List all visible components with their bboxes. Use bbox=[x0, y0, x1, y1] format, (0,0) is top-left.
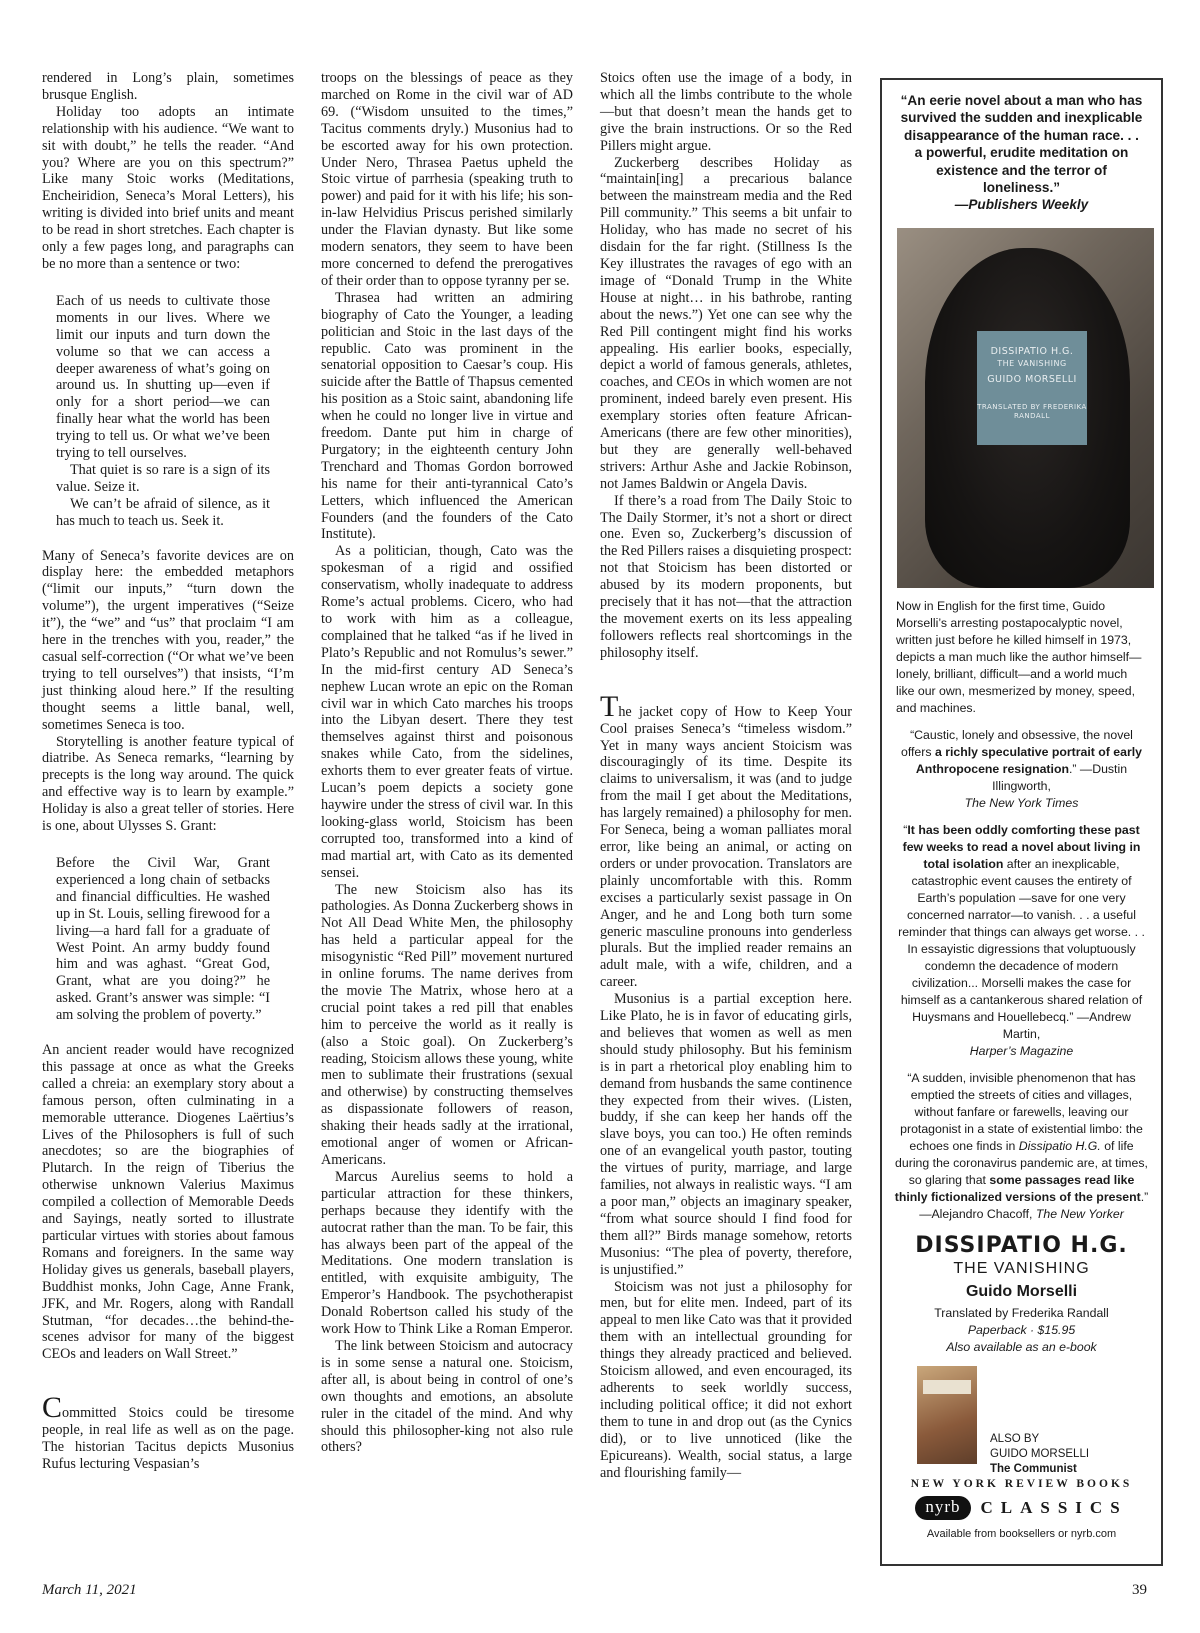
review-text: of life during the coronavirus pandemic are, at times, so glaring that bbox=[895, 1138, 1148, 1187]
publisher-name: NEW YORK REVIEW BOOKS bbox=[910, 1477, 1133, 1490]
paragraph: Holiday too adopts an intimate relationship with his audience. “We want to sit with doubt,” he tells the reader. “And you? Where are you on this spectrum?” Like many Stoic works (Meditations, Encheiridion, Seneca’s Moral Letters), his writing is divided into brief units and meant to be read in short stretches. Each chapter is only a few pages long, and paragraphs can be no more than a sentence or two: bbox=[42, 103, 294, 272]
article-column-3 bbox=[600, 70, 852, 1481]
cover-translator: TRANSLATED BY FREDERIKA RANDALL bbox=[977, 402, 1087, 420]
quote-paragraph: Each of us needs to cultivate those moments in our lives. Where we limit our inputs and turn down the volume so that we can access a deeper awareness of what’s going on around us. In shutting up—even if only for a short period—we can finally hear what the world has been trying to tell us. Or what we’ve been trying to tell ourselves. bbox=[56, 292, 270, 462]
ad-book-title: DISSIPATIO H.G. bbox=[915, 1232, 1128, 1258]
cover-title: DISSIPATIO H.G. bbox=[990, 345, 1074, 357]
ad-book-author: Guido Morselli bbox=[965, 1282, 1078, 1300]
paragraph: troops on the blessings of peace as they marched on Rome in the civil war of AD 69. (“Wisdom unsuited to the times,” Tacitus comments dryly.) Musonius had to be escorted away for his own protection. Under Nero, Thrasea Paetus upheld the Stoic virtue of parrhesia (speaking truth to power) and paid for it with his life; his son-in-law Helvidius Priscus perished similarly under the Flavian dynasty. But like some modern senators, they seem to have been more concerned to defend the prerogatives of their order than to oppose tyranny per se. bbox=[321, 70, 573, 289]
cover-label bbox=[977, 331, 1087, 445]
review-highlight: a richly speculative portrait of early Anthropocene resignation bbox=[915, 744, 1143, 776]
review-highlight: some passages read like thinly fictionalized versions of the present bbox=[894, 1172, 1141, 1204]
article-column-1 bbox=[42, 70, 294, 1473]
ad-review-2 bbox=[894, 822, 1149, 1060]
ad-translator: Translated by Frederika Randall bbox=[934, 1305, 1109, 1320]
paragraph: The new Stoicism also has its pathologies. As Donna Zuckerberg shows in Not All Dead White Men, the philosophy has held a particular appeal for the misogynistic “Red Pill” movement nurtured in online forums. The name derives from the movie The Matrix, whose hero at a crucial point takes a red pill that enables him to perceive the world as it really is (also a Stoic goal). On Zuckerberg’s reading, Stoicism allows these young, white men to sublimate their frustrations (sexual and otherwise) by constructing themselves as dispassionate followers of reason, shaking their heads sadly at the irrational, emotional anger of women or African-Americans. bbox=[321, 881, 573, 1168]
paragraph: Thrasea had written an admiring biography of Cato the Younger, a leading politician and Stoic in the last days of the republic. Cato was prominent in the senatorial opposition to Caesar’s coup. His suicide after the Battle of Thapsus cemented his position as a Stoic saint, abandoning life when he could no longer live in virtue and freedom. Dante put him in charge of Purgatory; in the eighteenth century John Trenchard and Thomas Gordon borrowed his name for their anti-tyrannical Cato’s Letters, which influenced the American Founders (and the founders of the Cato Institute). bbox=[321, 289, 573, 543]
block-quote bbox=[56, 855, 270, 1024]
ad-book-subtitle: THE VANISHING bbox=[953, 1259, 1090, 1277]
paragraph: Stoicism was not just a philosophy for men, but for elite men. Indeed, part of its appeal to men like Cato was that it provided them with an intellectual grounding for things they already practiced and believed. Stoicism allowed, and even encouraged, its adherents to seek worldly success, including political office; it did not exhort them to tune in and drop out (as the Cynics did), or to live unnoticed (like the Epicureans). Wealth, social status, a large and flourishing family— bbox=[600, 1278, 852, 1481]
ad-review-3 bbox=[894, 1070, 1149, 1223]
paragraph: Many of Seneca’s favorite devices are on display here: the embedded metaphors (“limit our inputs,” “turn down the volume”), the urgent imperatives (“Seize it”), the “we” and “us” that proclaim “I am here in the trenches with you, reader,” the casual self-correction (“Or what we’ve been trying to tell ourselves”) that insists, “I’m just thinking aloud here.” If the resulting thought seems a little banal, well, sometimes Seneca is too. bbox=[42, 547, 294, 733]
paragraph: Zuckerberg describes Holiday as “maintain[ing] a precarious balance between the mainstream media and the Red Pill community.” This seems a bit unfair to Holiday, who has made no secret of his disdain for the far right. (Stillness Is the Key illustrates the ravages of ego with an image of “Donald Trump in the White House at night… in his bathrobe, ranting about the news.”) Yet one can see why the Red Pill contingent might find his works appealing. His earlier books, especially, depict a world of famous generals, athletes, coaches, and CEOs in which women are not prominent, indeed barely even present. His exemplary stories often feature African-Americans (there are few other minorities), but they are generally well-behaved strivers: Arthur Ashe and Jackie Robinson, not James Baldwin or Angela Davis. bbox=[600, 154, 852, 492]
paragraph: Stoics often use the image of a body, in which all the limbs contribute to the whole—but that doesn’t mean the hands get to give the brain instructions. Or so the Red Pillers might argue. bbox=[600, 70, 852, 154]
ad-review-1 bbox=[894, 727, 1149, 812]
paragraph: Musonius is a partial exception here. Like Plato, he is in favor of educating girls, and believes that women as well as men should study philosophy. But his feminism is in part a rhetorical ploy enabling him to demand from husbands the same continence they expected from their wives. (Listen, buddy, if she can keep her hands off the slave boys, you can too.) He often reminds one of an evangelical youth pastor, touting the virtues of purity, marriage, and large families, not always in realistic ways. “I am a poor man,” objects an imaginary speaker, “from what source should I find food for them all?” Birds manage somehow, retorts Musonius: “The plea of poverty, therefore, is unjustified.” bbox=[600, 991, 852, 1278]
ad-description: Now in English for the first time, Guido Morselli’s arresting postapocalyptic novel, written just before he killed himself in 1973, depicts a man much like the author himself—lonely, brilliant, difficult—and a world much like our own, mesmerized by money, speed, and machines. bbox=[896, 598, 1142, 715]
ebook-text: Also available as an e-book bbox=[946, 1339, 1097, 1354]
review-source: The New York Times bbox=[964, 795, 1079, 810]
also-author: GUIDO MORSELLI bbox=[990, 1447, 1090, 1460]
book-cover-image bbox=[897, 228, 1154, 588]
paragraph: Storytelling is another feature typical of diatribe. As Seneca remarks, “learning by precepts is the long way around. The quick and effective way is to learn by example.” Holiday is also a great teller of stories. Here is one, about Ulysses S. Grant: bbox=[42, 733, 294, 835]
paragraph: An ancient reader would have recognized this passage at once as what the Greeks called a chreia: an exemplary story about a famous person, often culminating in a memorable utterance. Diogenes Laërtius’s Lives of the Philosophers is full of such anecdotes; so are the biographies of Plutarch. In the reign of Tiberius the otherwise unknown Valerius Maximus compiled a collection of Memorable Deeds and Sayings, neatly sorted to illustrate particular virtues with stories about famous Romans and foreigners. In the same way Holiday gives us generals, baseball players, Buddhist monks, John Cage, Anne Frank, JFK, and Mr. Rogers, along with Randall Stutman, “for decades…the behind-the-scenes advisor for many of the biggest CEOs and leaders on Wall Street.” bbox=[42, 1042, 294, 1363]
review-title: Dissipatio H.G. bbox=[1018, 1138, 1101, 1153]
also-title: The Communist bbox=[990, 1462, 1077, 1475]
paragraph: rendered in Long’s plain, sometimes brusque English. bbox=[42, 70, 294, 103]
ad-ebook-note bbox=[882, 1339, 1161, 1356]
review-source: The New Yorker bbox=[1035, 1206, 1124, 1221]
also-book-cover bbox=[917, 1366, 977, 1464]
paragraph-text: ommitted Stoics could be tiresome people, in real life as well as on the page. The historian Tacitus depicts Musonius Rufus lecturing Vespasian’s bbox=[42, 1405, 294, 1472]
nyrb-logo: nyrb bbox=[915, 1496, 970, 1520]
cover-subtitle: THE VANISHING bbox=[997, 358, 1067, 368]
quote-paragraph: Before the Civil War, Grant experienced a long chain of setbacks and financial difficulties. He washed up in St. Louis, selling firewood for a living—a hard fall for a graduate of West Point. An army buddy found him and was aghast. “Great God, Grant, what are you doing?” he asked. Grant’s answer was simple: “I am solving the problem of poverty.” bbox=[56, 854, 270, 1024]
quote-paragraph: We can’t be afraid of silence, as it has much to teach us. Seek it. bbox=[56, 495, 270, 529]
publisher-logo-row bbox=[882, 1496, 1161, 1520]
review-highlight: It has been oddly comforting these past few weeks to read a novel about living in total isolation bbox=[902, 822, 1141, 871]
section-paragraph bbox=[42, 1391, 294, 1473]
review-text: “ bbox=[903, 822, 908, 837]
review-text: after an inexplicable, catastrophic event causes the entirety of Earth’s population —save for one very concerned narrator—to vanish. . . a useful reminder that things can always get worse. . . In essayistic digressions that voluptuously condemn the decadence of modern civilization... Morselli makes the case for himself as a cantankerous shared relation of Huysmans and Houellebecq.” —Andrew Martin, bbox=[898, 856, 1145, 1041]
review-text: .” —Alejandro Chacoff, bbox=[919, 1189, 1149, 1221]
also-by-text bbox=[990, 1432, 1089, 1477]
ad-pull-quote bbox=[900, 92, 1143, 214]
also-label: ALSO BY bbox=[990, 1432, 1040, 1445]
paragraph: If there’s a road from The Daily Stoic to The Daily Stormer, it’s not a short or direct one. Even so, Zuckerberg’s discussion of the Red Pillers raises a disquieting prospect: not that Stoicism has been distorted or abused by its modern proponents, but precisely that it has not—that the attraction the movement exerts on its less appealing followers reflects real shortcomings in the philosophy itself. bbox=[600, 492, 852, 661]
paragraph: Marcus Aurelius seems to hold a particular attraction for these thinkers, perhaps because they identify with the autocrat rather than the man. To be fair, this has always been part of the appeal of the Meditations. One modern translation is entitled, with exquisite ambiguity, The Emperor’s Handbook. The psychotherapist Donald Robertson called his study of the work How to Think Like a Roman Emperor. bbox=[321, 1168, 573, 1338]
issue-date: March 11, 2021 bbox=[42, 1582, 137, 1598]
paragraph: As a politician, though, Cato was the spokesman of a rigid and ossified conservatism, wholly inadequate to address Rome’s actual problems. Cicero, who had to work with him as a colleague, complained that he talked “as if he lived in Plato’s Republic and not Romulus’s sewer.” In the mid-first century AD Seneca’s nephew Lucan wrote an epic on the Roman civil war in which Cato marches his troops into the Libyan desert. There they test themselves against thirst and poisonous snakes while Cato, from the sidelines, exhorts them to ever greater feats of virtue. Lucan’s poem depicts a society gone haywire under the stress of civil war. In this looking-glass world, Stoicism has been corrupted too, transformed into a kind of mad martial art, with Cato as its demented sensei. bbox=[321, 543, 573, 881]
pull-quote-text: “An eerie novel about a man who has survived the sudden and inexplicable disappearance of the human race. . . a powerful, erudite meditation on existence and the terror of loneliness.” bbox=[900, 93, 1143, 196]
review-source: Harper’s Magazine bbox=[969, 1043, 1074, 1058]
quote-paragraph: That quiet is so rare is a sign of its value. Seize it. bbox=[56, 461, 270, 495]
cover-author: GUIDO MORSELLI bbox=[987, 373, 1077, 385]
section-paragraph bbox=[600, 689, 852, 991]
pull-quote-source: —Publishers Weekly bbox=[954, 197, 1089, 213]
review-text: “Caustic, lonely and obsessive, the novel offers bbox=[900, 727, 1133, 759]
block-quote bbox=[56, 293, 270, 530]
ad-price bbox=[882, 1322, 1161, 1339]
classics-wordmark: CLASSICS bbox=[980, 1497, 1128, 1517]
review-text: .” —Dustin Illingworth, bbox=[992, 761, 1128, 793]
paragraph: The link between Stoicism and autocracy is in some sense a natural one. Stoicism, after all, is about being in control of one’s own thoughts and emotions, an absolute ruler in the citadel of the mind. And why should this philosopher-king not also rule others? bbox=[321, 1337, 573, 1456]
book-advertisement bbox=[880, 78, 1163, 1566]
review-text: “A sudden, invisible phenomenon that has emptied the streets of cities and villages, without fanfare or farewells, leaving our protagonist in a state of existential limbo: the echoes one finds in bbox=[900, 1070, 1143, 1153]
ad-availability: Available from booksellers or nyrb.com bbox=[926, 1527, 1117, 1540]
price-text: Paperback · $15.95 bbox=[967, 1322, 1076, 1337]
paragraph-text: he jacket copy of How to Keep Your Cool praises Seneca’s “timeless wisdom.” Yet in many ways ancient Stoicism was discouragingly of its time. Despite its claims to universalism, it was (and to judge from the mail I get about the Meditations, has largely remained) a philosophy for men. For Seneca, being a woman palliates moral error, like being an animal, or acting on orders or under provocation. Translators are plainly uncomfortable with this. Romm excises a particularly sexist passage in On Anger, and he and Long both turn some generic masculine pronouns into genderless plurals. But the implied reader remains an adult male, with a wife, children, and a career. bbox=[600, 703, 852, 991]
article-column-2 bbox=[321, 70, 573, 1456]
cover-band bbox=[923, 1380, 971, 1394]
drop-cap: C bbox=[42, 1391, 63, 1425]
drop-cap: T bbox=[600, 689, 619, 723]
page-number: 39 bbox=[1132, 1582, 1147, 1598]
also-by-section bbox=[882, 1366, 1161, 1475]
